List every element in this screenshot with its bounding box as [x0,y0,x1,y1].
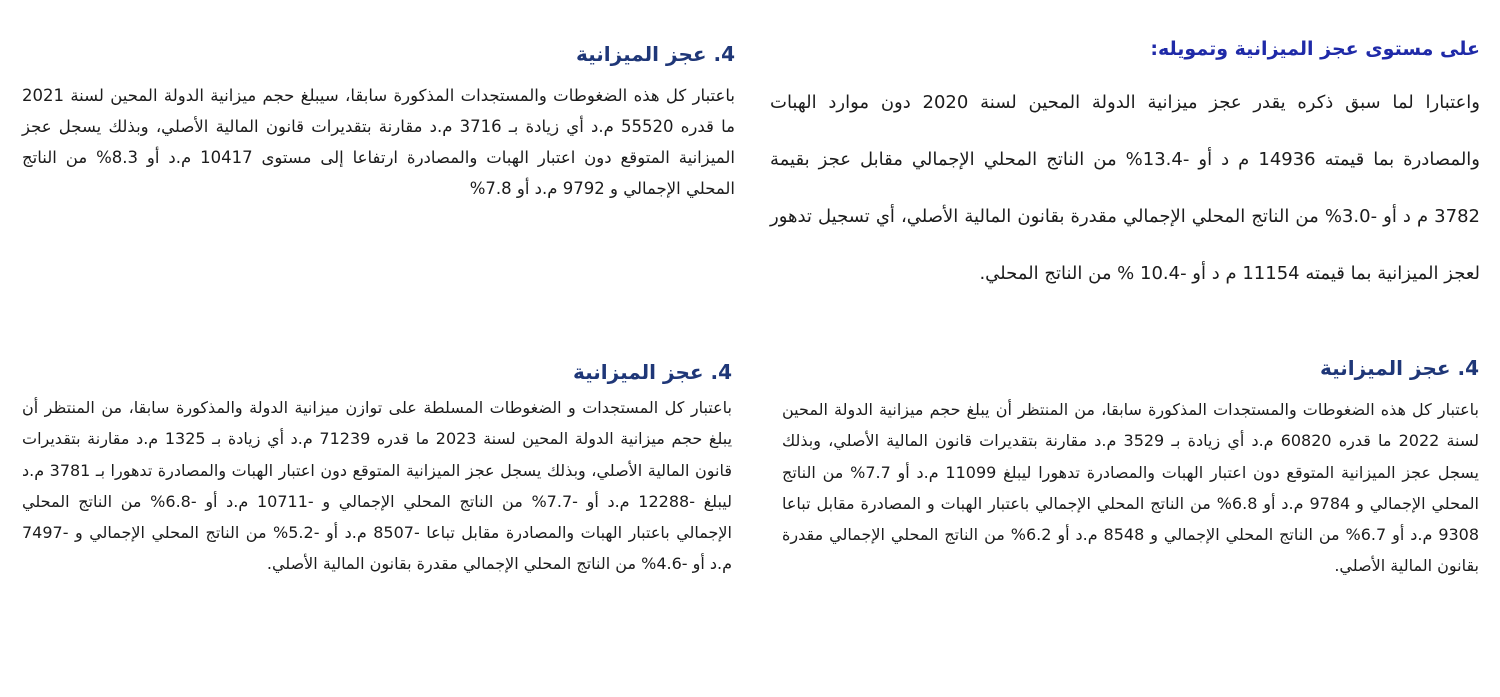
section-paragraph: باعتبار كل هذه الضغوطات والمستجدات المذكورة سابقا، من المنتظر أن يبلغ حجم ميزانية الدولة المحين لسنة 2022 ما قدره 60820 م.د أي زيادة بـ 3529 م.د مقارنة بتقديرات قانون المالية الأصلي، وبذلك يسجل عجز الميزانية المتوقع دون اعتبار الهبات والمصادرة تدهورا ليبلغ 11099 م.د أو 7.7% من الناتج المحلي الإجمالي و 9784 م.د أو 6.8% من الناتج المحلي الإجمالي باعتبار الهبات و المصادرة مقابل تباعا 9308 م.د أو 6.7% من الناتج المحلي الإجمالي و 8548 م.د أو 6.2% من الناتج المحلي الإجمالي مقدرة بقانون المالية الأصلي. [782,400,1480,576]
section-paragraph: باعتبار كل هذه الضغوطات والمستجدات المذكورة سابقا، سيبلغ حجم ميزانية الدولة المحين لسنة 2021 ما قدره 55520 م.د أي زيادة بـ 3716 م.د مقارنة بتقديرات قانون المالية الأصلي، وبذلك يسجل عجز الميزانية المتوقع دون اعتبار الهبات والمصادرة ارتفاعا إلى مستوى 10417 م.د أو 8.3% من الناتج المحلي الإجمالي و 9792 م.د أو 7.8% [22,86,735,198]
section-heading: 4. عجز الميزانية [573,360,732,384]
section-heading: على مستوى عجز الميزانية وتمويله: [1150,38,1480,60]
budget-deficit-2021-section [22,42,735,204]
section-paragraph: باعتبار كل المستجدات و الضغوطات المسلطة على توازن ميزانية الدولة والمذكورة سابقا، من المنتظر أن يبلغ حجم ميزانية الدولة المحين لسنة 2023 ما قدره 71239 م.د أي زيادة بـ 1325 م.د مقارنة بتقديرات قانون المالية الأصلي، وبذلك يسجل عجز الميزانية المتوقع دون اعتبار الهبات والمصادرة تدهورا بـ 3781 م.د ليبلغ -12288 م.د أو -7.7% من الناتج المحلي الإجمالي و -10711 م.د أو -6.8% من الناتج المحلي الإجمالي باعتبار الهبات والمصادرة مقابل تباعا -8507 م.د أو -5.2% من الناتج المحلي الإجمالي و -7497 م.د أو -4.6% من الناتج المحلي الإجمالي مقدرة بقانون المالية الأصلي. [22,398,733,574]
budget-deficit-2020-section [770,38,1480,302]
section-paragraph: واعتبارا لما سبق ذكره يقدر عجز ميزانية الدولة المحين لسنة 2020 دون موارد الهبات والمصادرة بما قيمته 14936 م د أو -13.4% من الناتج المحلي الإجمالي مقابل عجز بقيمة 3782 م د أو -3.0% من الناتج المحلي الإجمالي مقدرة بقانون المالية الأصلي، أي تسجيل تدهور لعجز الميزانية بما قيمته 11154 م د أو -10.4 % من الناتج المحلي. [770,92,1481,284]
section-heading: 4. عجز الميزانية [1320,356,1479,380]
budget-deficit-2023-section [22,360,732,580]
budget-deficit-2022-section [782,356,1479,582]
section-heading: 4. عجز الميزانية [576,42,735,66]
